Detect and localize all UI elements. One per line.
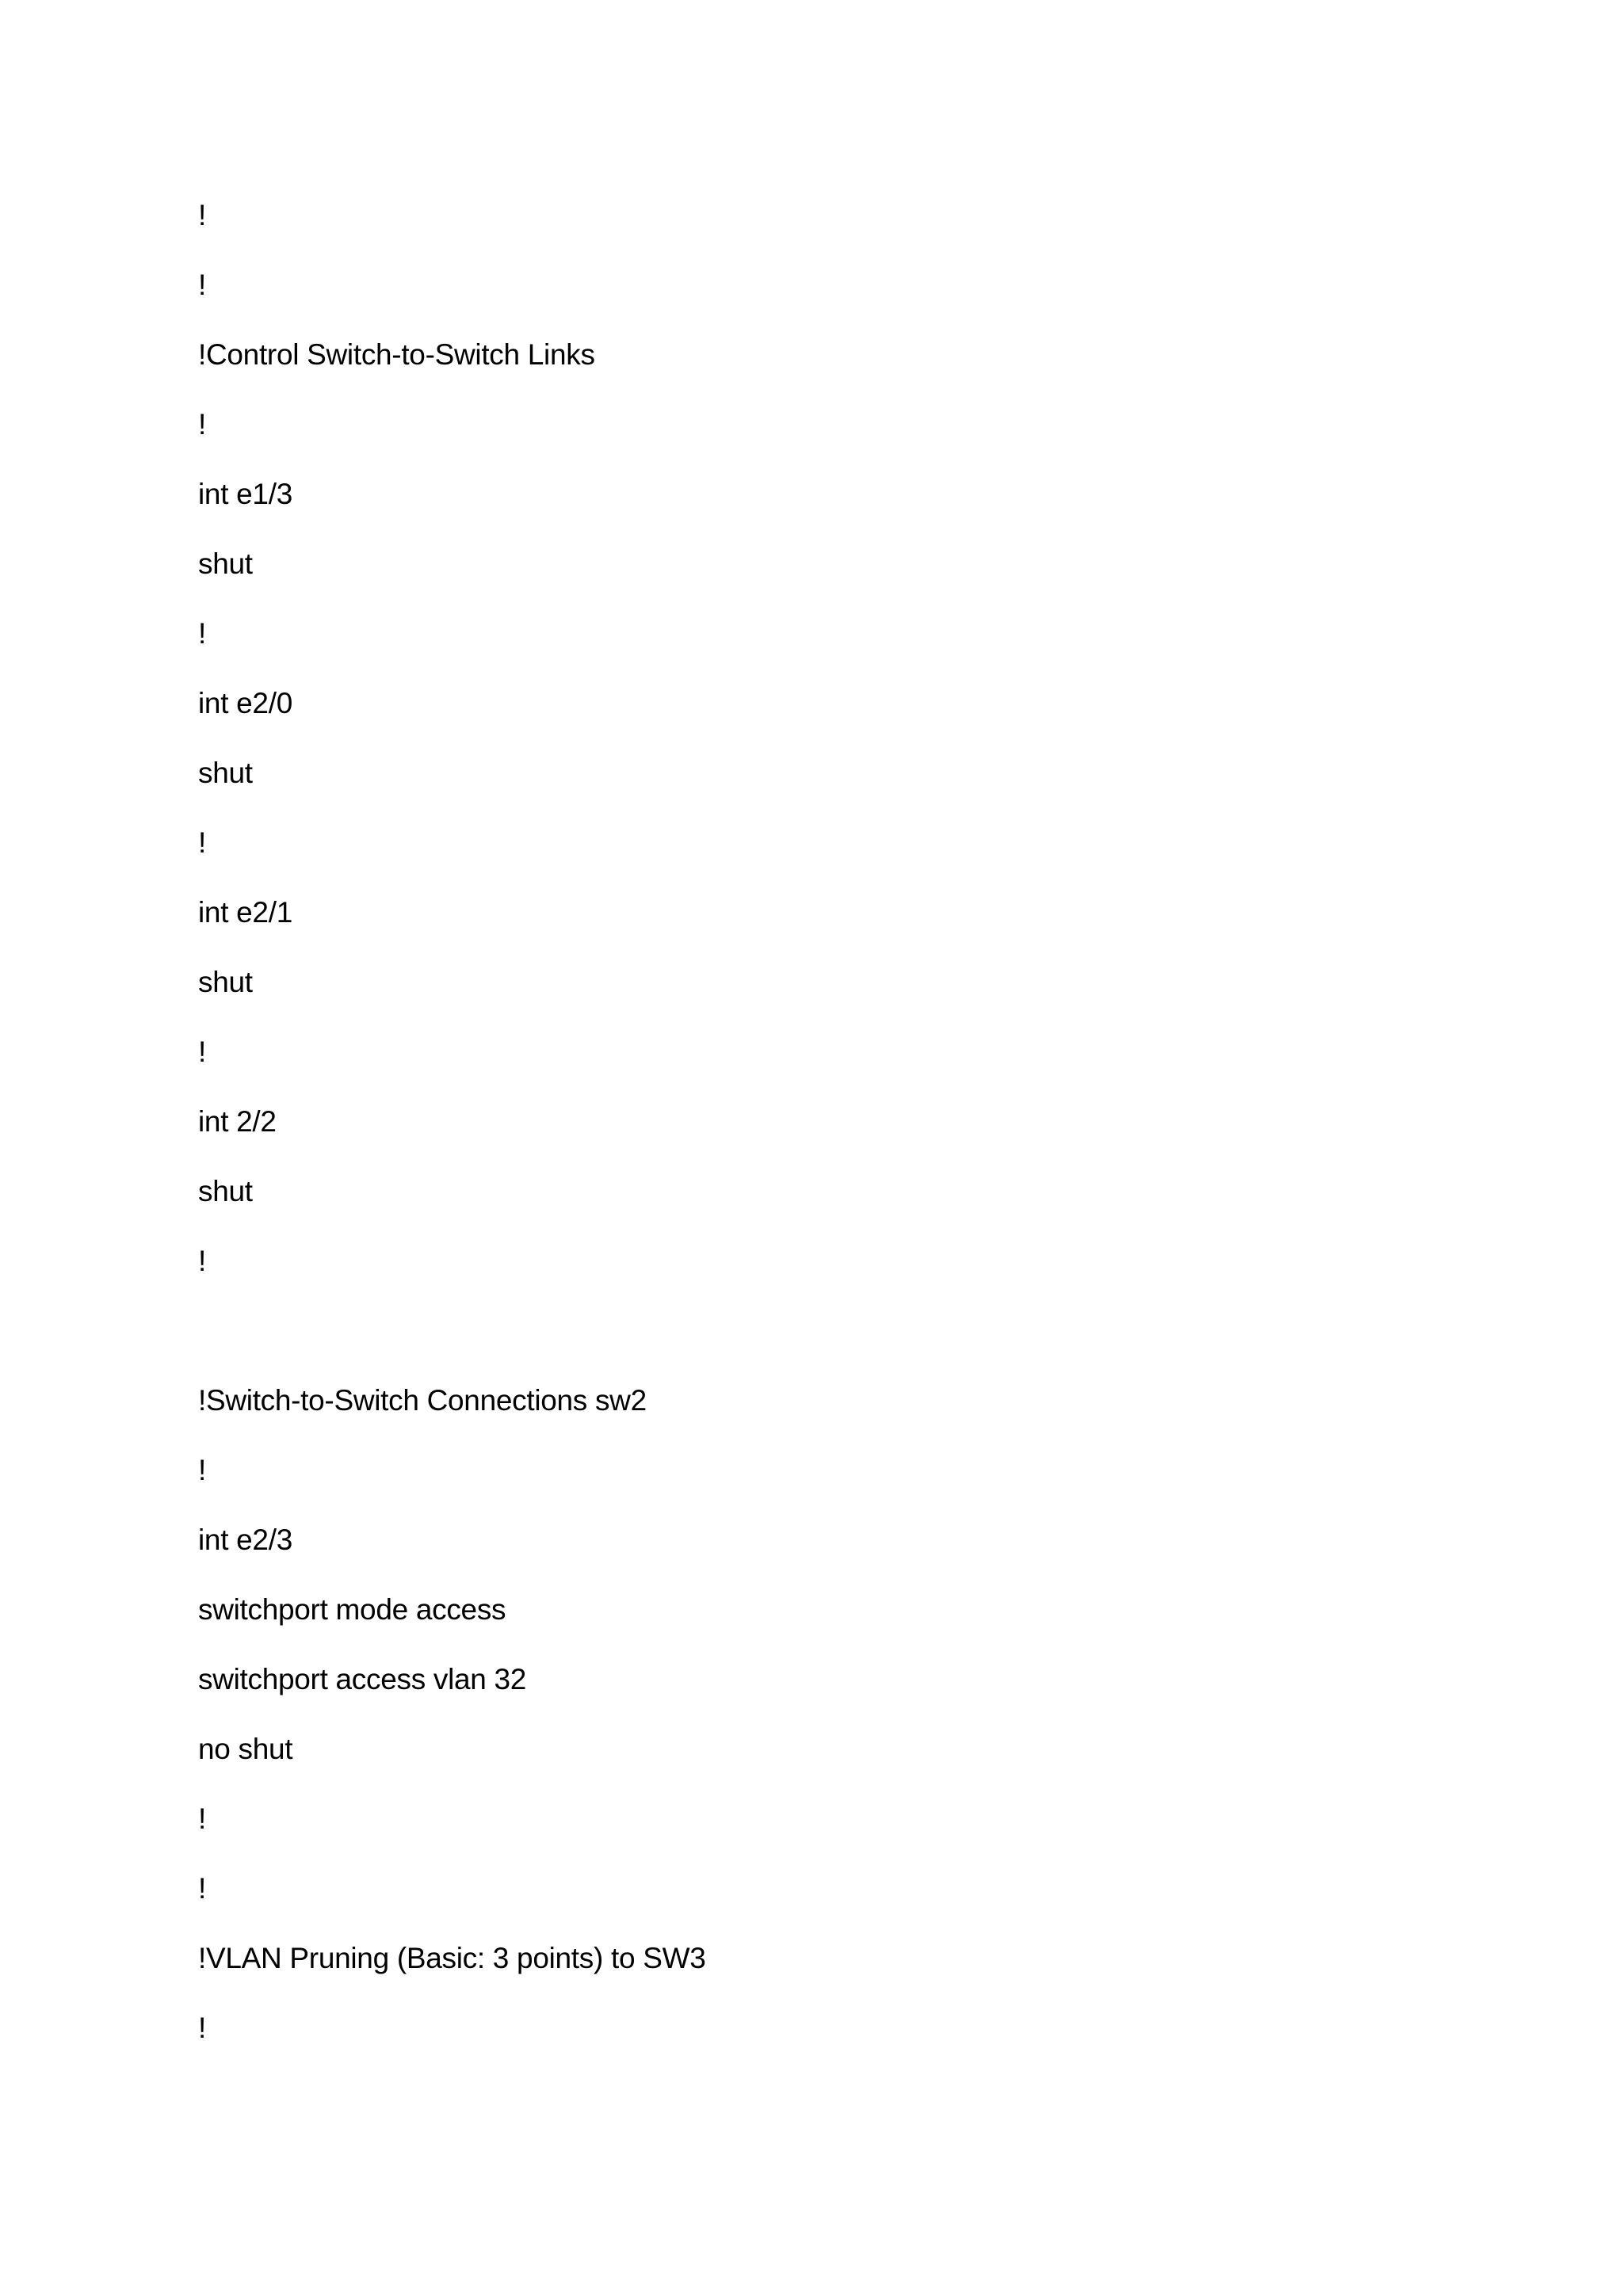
config-line: int 2/2: [198, 1105, 277, 1138]
config-line: !: [198, 1454, 206, 1486]
config-line: !: [198, 1245, 206, 1277]
config-line: !: [198, 2012, 206, 2044]
config-line: !: [198, 1872, 206, 1905]
config-line: shut: [198, 757, 253, 789]
config-line: !: [198, 1035, 206, 1068]
config-line: !: [198, 826, 206, 859]
config-line: int e2/0: [198, 687, 292, 719]
config-line: shut: [198, 547, 253, 580]
config-line: !: [198, 269, 206, 301]
config-line: !: [198, 408, 206, 441]
config-line: shut: [198, 1175, 253, 1207]
config-line: !: [198, 1802, 206, 1835]
config-line: !: [198, 617, 206, 650]
config-line: int e1/3: [198, 478, 292, 510]
section-comment: !VLAN Pruning (Basic: 3 points) to SW3: [198, 1942, 706, 1974]
section-comment: !Control Switch-to-Switch Links: [198, 338, 595, 371]
config-line: shut: [198, 966, 253, 998]
config-line: no shut: [198, 1733, 293, 1765]
config-line: int e2/3: [198, 1524, 292, 1556]
config-line: switchport mode access: [198, 1593, 506, 1626]
config-line: !: [198, 199, 206, 231]
section-comment: !Switch-to-Switch Connections sw2: [198, 1384, 647, 1417]
config-line: switchport access vlan 32: [198, 1663, 527, 1695]
config-line: int e2/1: [198, 896, 292, 929]
